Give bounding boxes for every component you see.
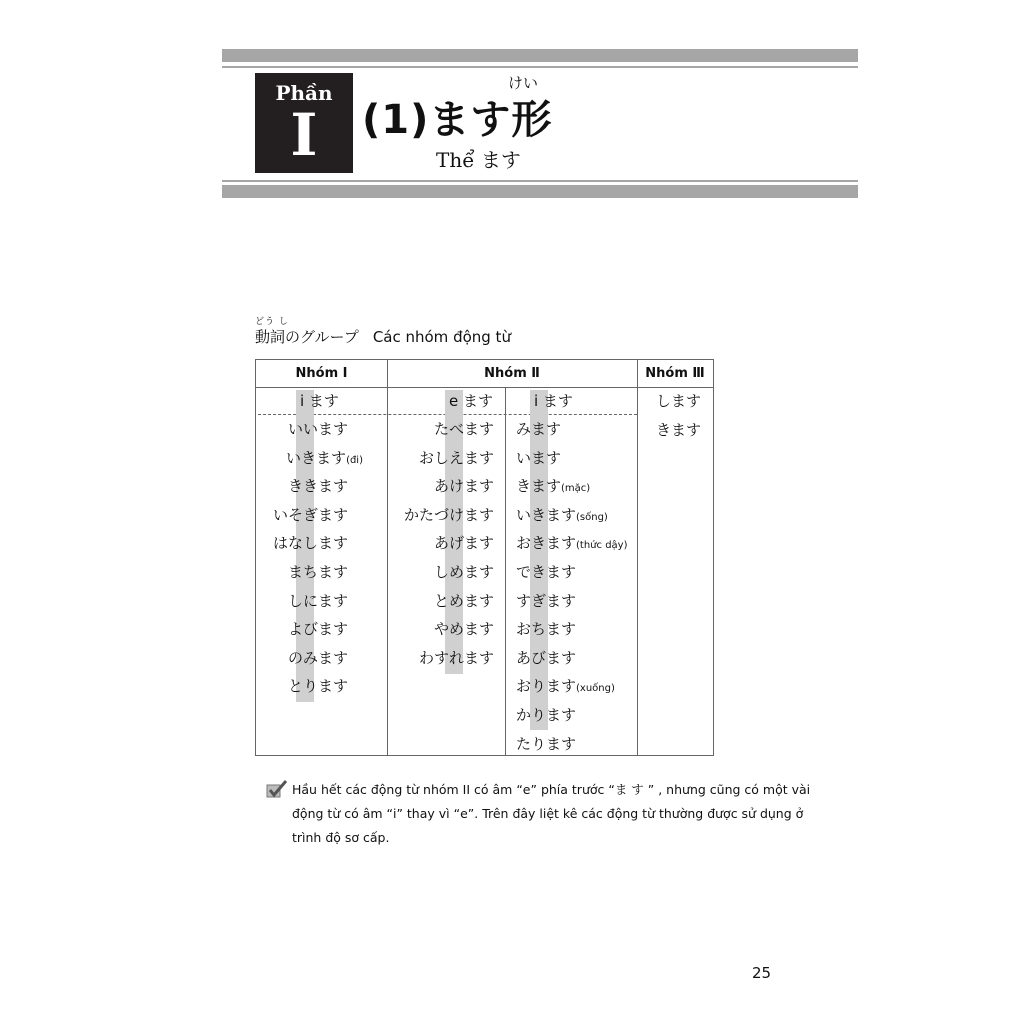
verb-gloss: (mặc) xyxy=(561,483,591,495)
verb-item: かります xyxy=(516,706,577,724)
header-group-3: Nhóm Ⅲ xyxy=(645,366,705,381)
verb-item: できます xyxy=(516,563,577,581)
section-title-jp: 動詞のグループ xyxy=(255,328,359,346)
part-number: I xyxy=(290,101,318,169)
table-divider xyxy=(387,360,388,755)
verb-item: します xyxy=(656,392,702,410)
verb-item: おきます(thức dậy) xyxy=(516,534,628,553)
verb-item: おしえます xyxy=(418,448,494,467)
page-title: (1)ます形 xyxy=(362,97,553,143)
verb-item: とめます xyxy=(433,591,494,610)
section-ruby: どう し xyxy=(255,317,289,327)
verb-item: たります xyxy=(516,734,577,753)
verb-item: はなします xyxy=(272,534,348,553)
verb-item: たべます xyxy=(433,420,494,438)
verb-item: あけます xyxy=(433,477,494,496)
verb-gloss: (đi) xyxy=(346,454,363,466)
header-group-2: Nhóm Ⅱ xyxy=(484,366,540,381)
part-label: Phần xyxy=(275,81,333,105)
pattern-group-2e: e ます xyxy=(449,392,493,410)
page-number: 25 xyxy=(752,964,772,982)
verb-item: のみます xyxy=(287,648,348,667)
verb-item: あびます xyxy=(516,648,577,667)
verb-item: きます xyxy=(656,420,702,439)
verb-item: おちます xyxy=(516,620,577,639)
verb-item: とります xyxy=(287,677,348,696)
verb-item: いいます xyxy=(287,420,348,438)
verb-item: かたづけます xyxy=(403,505,494,524)
verb-item: しにます xyxy=(287,591,348,610)
verb-item: いきます(sống) xyxy=(516,505,608,524)
verb-item: きます(mặc) xyxy=(516,477,591,496)
header-group-1: Nhóm Ⅰ xyxy=(295,366,348,381)
header-rule-bottom xyxy=(222,180,858,182)
title-ruby: けい xyxy=(508,74,539,92)
verb-item: すぎます xyxy=(516,591,577,610)
verb-item: いそぎます xyxy=(272,505,348,524)
verb-item: いきます(đi) xyxy=(286,448,363,467)
header-rule-top xyxy=(222,66,858,68)
pattern-group-2i: i ます xyxy=(534,392,573,410)
table-divider xyxy=(505,387,506,755)
page-subtitle: Thể ます xyxy=(436,148,521,172)
section-title xyxy=(255,326,511,347)
header-bar-bottom xyxy=(222,185,858,198)
verb-item: おります(xuống) xyxy=(516,677,615,696)
pattern-group-1: i ます xyxy=(300,392,339,410)
verb-item: しめます xyxy=(433,563,494,581)
section-title-vi: Các nhóm động từ xyxy=(372,328,511,346)
verb-item: わすれます xyxy=(418,648,494,667)
table-divider xyxy=(637,360,638,755)
note-text: Hầu hết các động từ nhóm II có âm “e” phía trước “ま す ” , nhưng cũng có một vài động từ có âm “i” thay vì “e”. Trên đây liệt kê các động từ thường được sử dụng ở trình độ sơ cấp. xyxy=(292,782,811,845)
part-badge xyxy=(255,73,353,173)
verb-group-table xyxy=(255,359,714,756)
verb-item: よびます xyxy=(287,620,348,639)
verb-item: います xyxy=(516,448,562,467)
table-header-rule xyxy=(256,387,713,388)
verb-gloss: (thức dậy) xyxy=(576,540,628,552)
checkmark-icon xyxy=(266,780,288,798)
verb-gloss: (xuống) xyxy=(576,683,615,695)
verb-item: みます xyxy=(516,420,562,438)
verb-item: やめます xyxy=(433,620,494,639)
verb-item: ききます xyxy=(287,477,348,496)
verb-item: まちます xyxy=(287,563,348,581)
verb-item: あげます xyxy=(433,534,494,553)
header-bar-top xyxy=(222,49,858,62)
verb-gloss: (sống) xyxy=(576,511,608,523)
